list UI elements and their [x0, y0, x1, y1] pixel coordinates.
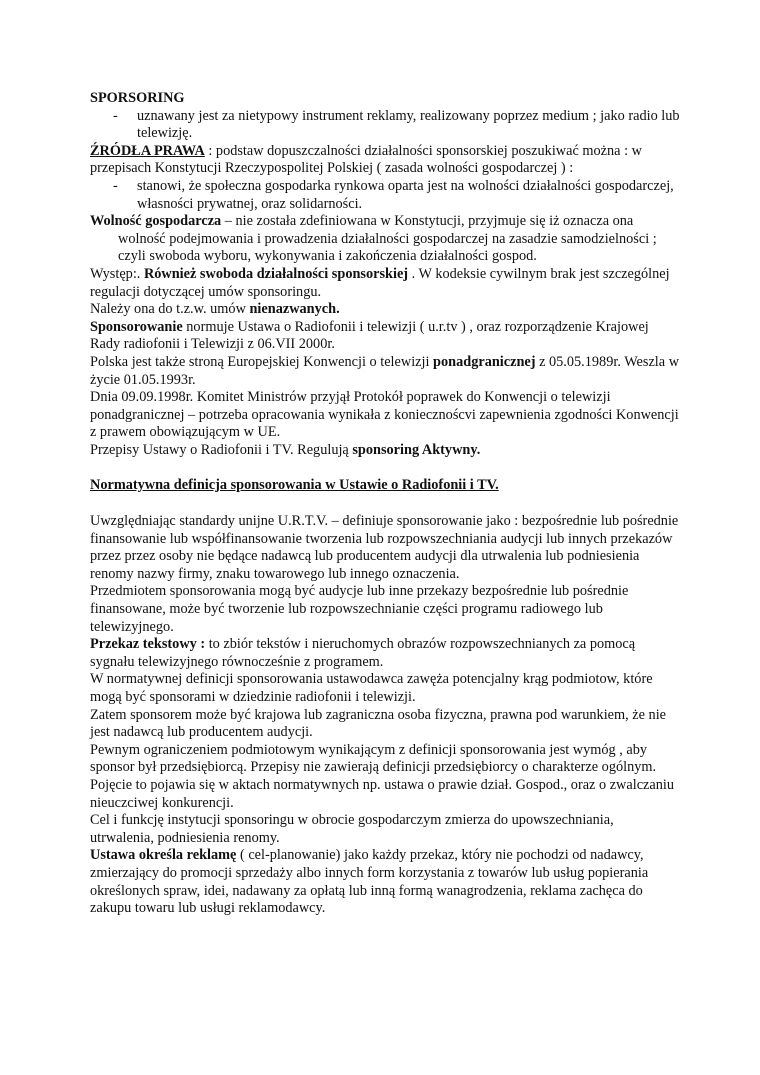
paragraph-polska: Polska jest także stroną Europejskiej Konwencji o telewizji ponadgranicznej z 05.05.1989r. Weszla w życie 01.05.1993r.	[90, 353, 680, 388]
paragraph-zrodla: ŹRÓDŁA PRAWA : podstaw dopuszczalności działalności sponsorskiej poszukiwać można : w przepisach Konstytucji Rzeczypospolitej Polskiej ( zasada wolności gospodarczej ) :	[90, 142, 642, 177]
doc-title: SPORSORING	[90, 90, 185, 106]
section-heading: Normatywna definicja sponsorowania w Ustawie o Radiofonii i TV.	[90, 477, 499, 494]
paragraph-przepisy: Przepisy Ustawy o Radiofonii i TV. Regulują sponsoring Aktywny.	[90, 441, 481, 458]
document-body	[90, 90, 680, 918]
dash-bullet: -	[113, 177, 118, 194]
paragraph-wolnosc: Wolność gospodarcza – nie została zdefiniowana w Konstytucji, przyjmuje się iż oznacza ona wolność podejmowania i prowadzenia działalności gospodarczej na zasadzie samodzielności ; czyli swoboda wyboru, wykonywania i zakończenia działalności gospod.	[90, 213, 657, 265]
bullet-text: stanowi, że społeczna gospodarka rynkowa oparta jest na wolności działalności gospodarczej, własności prywatnej, oraz solidarności.	[137, 177, 674, 212]
paragraph-sponsorowanie: Sponsorowanie normuje Ustawa o Radiofonii i telewizji ( u.r.tv ) , oraz rozporządzenie Krajowej Rady radiofonii i Telewizji z 06.VII 2000r.	[90, 318, 649, 353]
zrodla-label: ŹRÓDŁA PRAWA	[90, 142, 205, 159]
spacer	[90, 459, 680, 477]
paragraph-4: Zatem sponsorem może być krajowa lub zagraniczna osoba fizyczna, prawna pod warunkiem, że nie jest nadawcą lub producentem audycji.	[90, 706, 667, 741]
paragraph-3: W normatywnej definicji sponsorowania ustawodawca zawęża potencjalny krąg podmiotow, które mogą być sponsorami w dziedzinie radiofonii i telewizji.	[90, 671, 653, 705]
paragraph-1: Uwzględniając standardy unijne U.R.T.V. – definiuje sponsorowanie jako : bezpośrednie lub pośrednie finansowanie lub współfinansowanie tworzenia lub rozpowszechniania audycji lub innych przekazów przez przez osoby nie będące nadawcą lub producentem audycji dla utrwalenia lub podniesienia renomy nazwy firmy, znaku towarowego lub innego oznaczenia.	[90, 513, 679, 582]
wolnosc-label: Wolność gospodarcza	[90, 213, 222, 230]
bullet-text: uznawany jest za nietypowy instrument reklamy, realizowany poprzez medium ; jako radio lub telewizję.	[137, 107, 680, 142]
bullet-item-2	[90, 178, 680, 213]
paragraph-5: Pewnym ograniczeniem podmiotowym wynikającym z definicji sponsorowania jest wymóg , aby sponsor był przedsiębiorcą. Przepisy nie zawierają definicji przedsiębiorcy o charakterze ogólnym. Pojęcie to pojawia się w aktach normatywnych np. ustawa o prawie dział. Gospod., oraz o zwalczaniu nieuczciwej konkurencji.	[90, 741, 674, 811]
paragraph-wystep: Występ:. Również swoboda działalności sponsorskiej . W kodeksie cywilnym brak jest szczególnej regulacji dotyczącej umów sponsoringu.	[90, 265, 670, 300]
ustawa-label: Ustawa określa reklamę	[90, 847, 237, 864]
paragraph-ustawa: Ustawa określa reklamę ( cel-planowanie) jako każdy przekaz, który nie pochodzi od nadawcy, zmierzający do promocji sprzedaży albo innych form korzystania z towarów lub usług popierania określonych spraw, idei, nadawany za opłatą lub inną formą wanagrodzenia, reklama zachęca do zakupu towaru lub usługi reklamodawcy.	[90, 847, 649, 917]
przekaz-label: Przekaz tekstowy :	[90, 636, 206, 653]
paragraph-6: Cel i funkcję instytucji sponsoringu w obrocie gospodarczym zmierza do upowszechniania, utrwalenia, podniesienia renomy.	[90, 812, 614, 846]
paragraph-przekaz: Przekaz tekstowy : to zbiór tekstów i nieruchomych obrazów rozpowszechnianych za pomocą sygnału telewizyjnego równocześnie z programem.	[90, 636, 636, 670]
paragraph-2: Przedmiotem sponsorowania mogą być audycje lub inne przekazy bezpośrednie lub pośrednie finansowane, może być tworzenie lub rozpowszechnianie części programu radiowego lub telewizyjnego.	[90, 583, 629, 635]
spacer	[90, 495, 680, 513]
paragraph-nalezy: Należy ona do t.z.w. umów nienazwanych.	[90, 301, 340, 318]
bullet-item-1	[90, 108, 680, 143]
dash-bullet: -	[113, 107, 118, 124]
paragraph-dnia: Dnia 09.09.1998r. Komitet Ministrów przyjął Protokół poprawek do Konwencji o telewizji ponadgranicznej – potrzeba opracowania wynikała z koniecznoścvi zapewnienia zgodności Konwencji z prawem obowiązującym w UE.	[90, 389, 679, 441]
